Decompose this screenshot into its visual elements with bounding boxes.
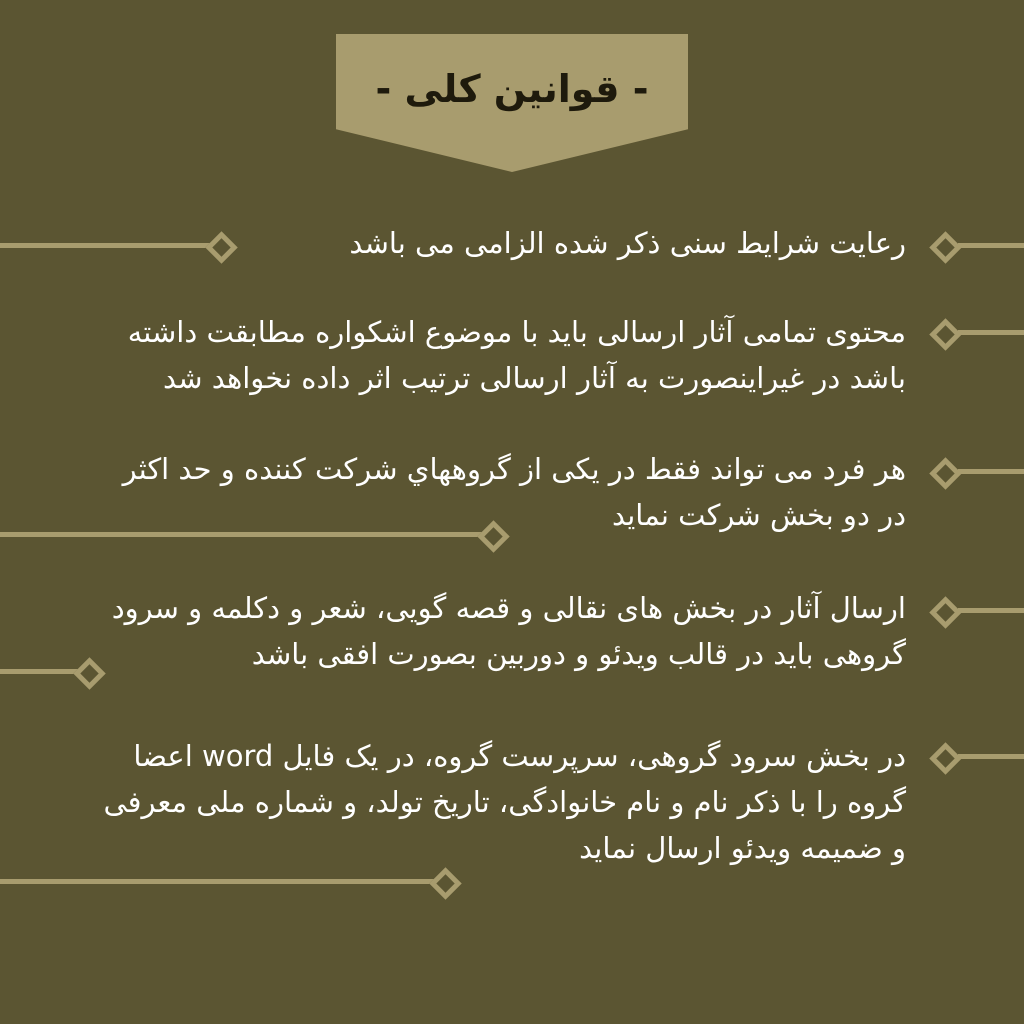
left-divider-line-4 bbox=[0, 669, 80, 674]
left-divider-line-5 bbox=[0, 879, 436, 884]
rule-item-1 bbox=[349, 220, 906, 266]
bullet-diamond-3 bbox=[929, 457, 962, 490]
rule-4-line-1: ارسال آثار در بخش های نقالی و قصه گویی، شعر و دکلمه و سرود bbox=[111, 591, 906, 625]
rule-2-line-2: باشد در غیراینصورت به آثار ارسالی ترتیب اثر داده نخواهد شد bbox=[163, 361, 906, 395]
rule-4-line-2: گروهی باید در قالب ویدئو و دوربین بصورت افقی باشد bbox=[251, 637, 906, 671]
bullet-line-4 bbox=[958, 608, 1024, 613]
left-divider-line-1 bbox=[0, 243, 212, 248]
rule-item-4 bbox=[112, 585, 906, 677]
bullet-diamond-5 bbox=[929, 742, 962, 775]
page-title: - قوانین کلی - bbox=[375, 67, 649, 111]
rule-1-line-1: رعایت شرایط سنی ذکر شده الزامی می باشد bbox=[349, 226, 906, 260]
bullet-diamond-2 bbox=[929, 318, 962, 351]
rule-item-2 bbox=[128, 309, 906, 401]
left-diamond-ornament-4 bbox=[73, 657, 106, 690]
rule-3-line-1: هر فرد می تواند فقط در یکی از گروههاي شرکت کننده و حد اکثر bbox=[122, 452, 906, 486]
rule-5-line-1: در بخش سرود گروهی، سرپرست گروه، در یک فایل word اعضا bbox=[133, 739, 906, 773]
rule-5-line-2: گروه را با ذکر نام و نام خانوادگی، تاریخ تولد، و شماره ملی معرفی bbox=[103, 785, 906, 819]
rule-item-3 bbox=[123, 446, 906, 538]
bullet-line-5 bbox=[958, 754, 1024, 759]
left-diamond-ornament-1 bbox=[205, 231, 238, 264]
rule-item-5 bbox=[103, 733, 906, 871]
left-diamond-ornament-5 bbox=[429, 867, 462, 900]
rule-2-line-1: محتوی تمامی آثار ارسالی باید با موضوع اشکواره مطابقت داشته bbox=[127, 315, 906, 349]
bullet-line-1 bbox=[958, 243, 1024, 248]
bullet-line-3 bbox=[958, 469, 1024, 474]
bullet-diamond-4 bbox=[929, 596, 962, 629]
rule-3-line-2: در دو بخش شرکت نماید bbox=[611, 498, 906, 532]
rule-5-line-3: و ضمیمه ویدئو ارسال نماید bbox=[579, 831, 906, 865]
bullet-diamond-1 bbox=[929, 231, 962, 264]
bullet-line-2 bbox=[958, 330, 1024, 335]
